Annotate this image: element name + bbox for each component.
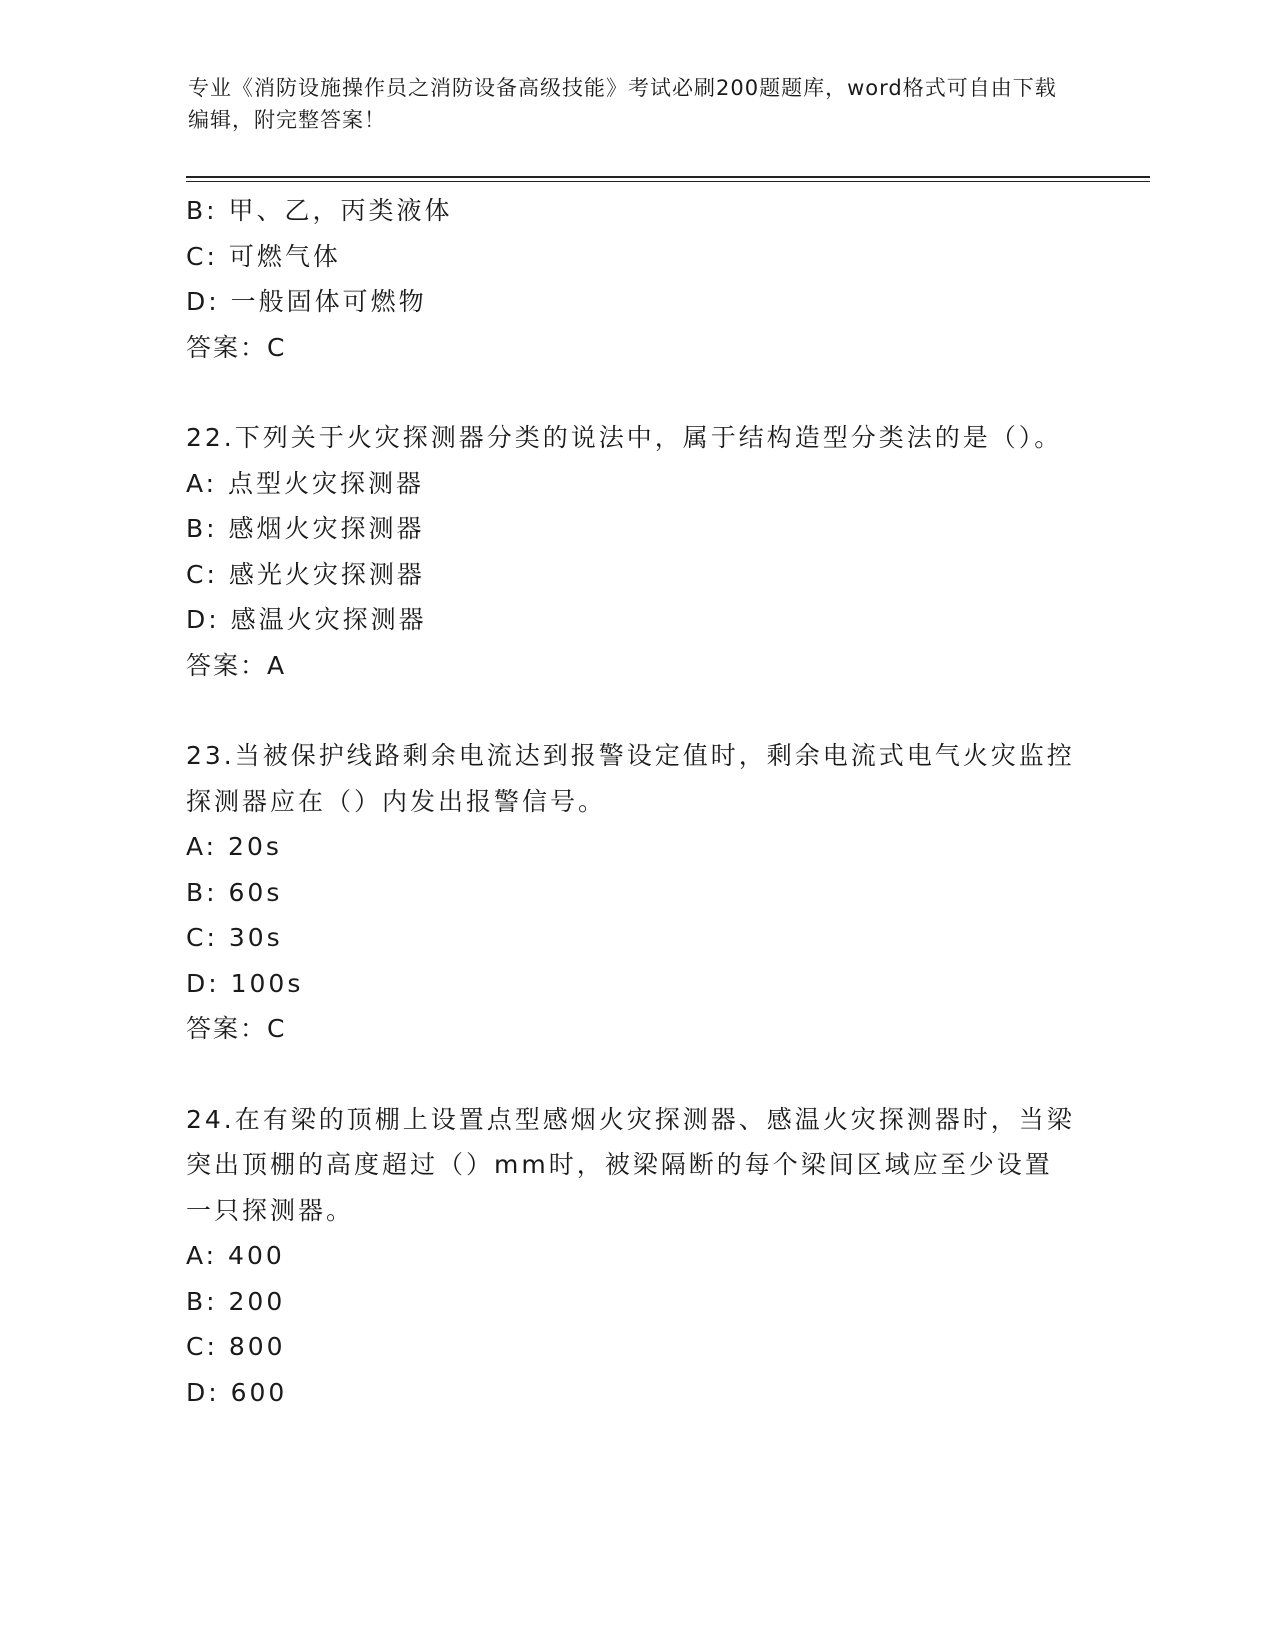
option-d: D: 100s [186, 968, 304, 998]
option-c: C: 30s [186, 923, 283, 952]
option-b: B: 感烟火灾探测器 [186, 514, 425, 543]
answer: 答案：C [186, 332, 287, 362]
header-divider-thick [186, 176, 1150, 178]
option-a: A: 点型火灾探测器 [186, 468, 425, 498]
answer: 答案：C [186, 1014, 287, 1043]
document-header: 专业《消防设施操作员之消防设备高级技能》考试必刷200题题库，word格式可自由下载编辑，附完整答案！ [188, 76, 1057, 132]
question-23 [186, 733, 1076, 1052]
question-21-continued [186, 188, 1076, 370]
question-stem: 22.下列关于火灾探测器分类的说法中，属于结构造型分类法的是（）。 [186, 423, 1063, 452]
option-d: D: 600 [186, 1377, 288, 1407]
question-stem: 23.当被保护线路剩余电流达到报警设定值时，剩余电流式电气火灾监控探测器应在（）内发出报警信号。 [186, 741, 1075, 816]
option-a: A: 400 [186, 1241, 285, 1270]
option-b: B: 甲、乙，丙类液体 [186, 196, 453, 225]
header-divider-thin [186, 181, 1150, 182]
option-c: C: 800 [186, 1332, 286, 1361]
option-b: B: 200 [186, 1286, 286, 1316]
option-d: D: 感温火灾探测器 [186, 605, 427, 634]
question-24 [186, 1097, 1076, 1416]
option-d: D: 一般固体可燃物 [186, 287, 427, 316]
question-22 [186, 415, 1076, 688]
option-a: A: 20s [186, 832, 282, 861]
question-content [186, 188, 1076, 1415]
question-stem: 24.在有梁的顶棚上设置点型感烟火灾探测器、感温火灾探测器时，当梁突出顶棚的高度超过（）mm时，被梁隔断的每个梁间区域应至少设置一只探测器。 [186, 1104, 1075, 1225]
option-c: C: 感光火灾探测器 [186, 559, 425, 589]
option-b: B: 60s [186, 877, 283, 907]
answer: 答案：A [186, 650, 287, 680]
option-c: C: 可燃气体 [186, 241, 341, 271]
